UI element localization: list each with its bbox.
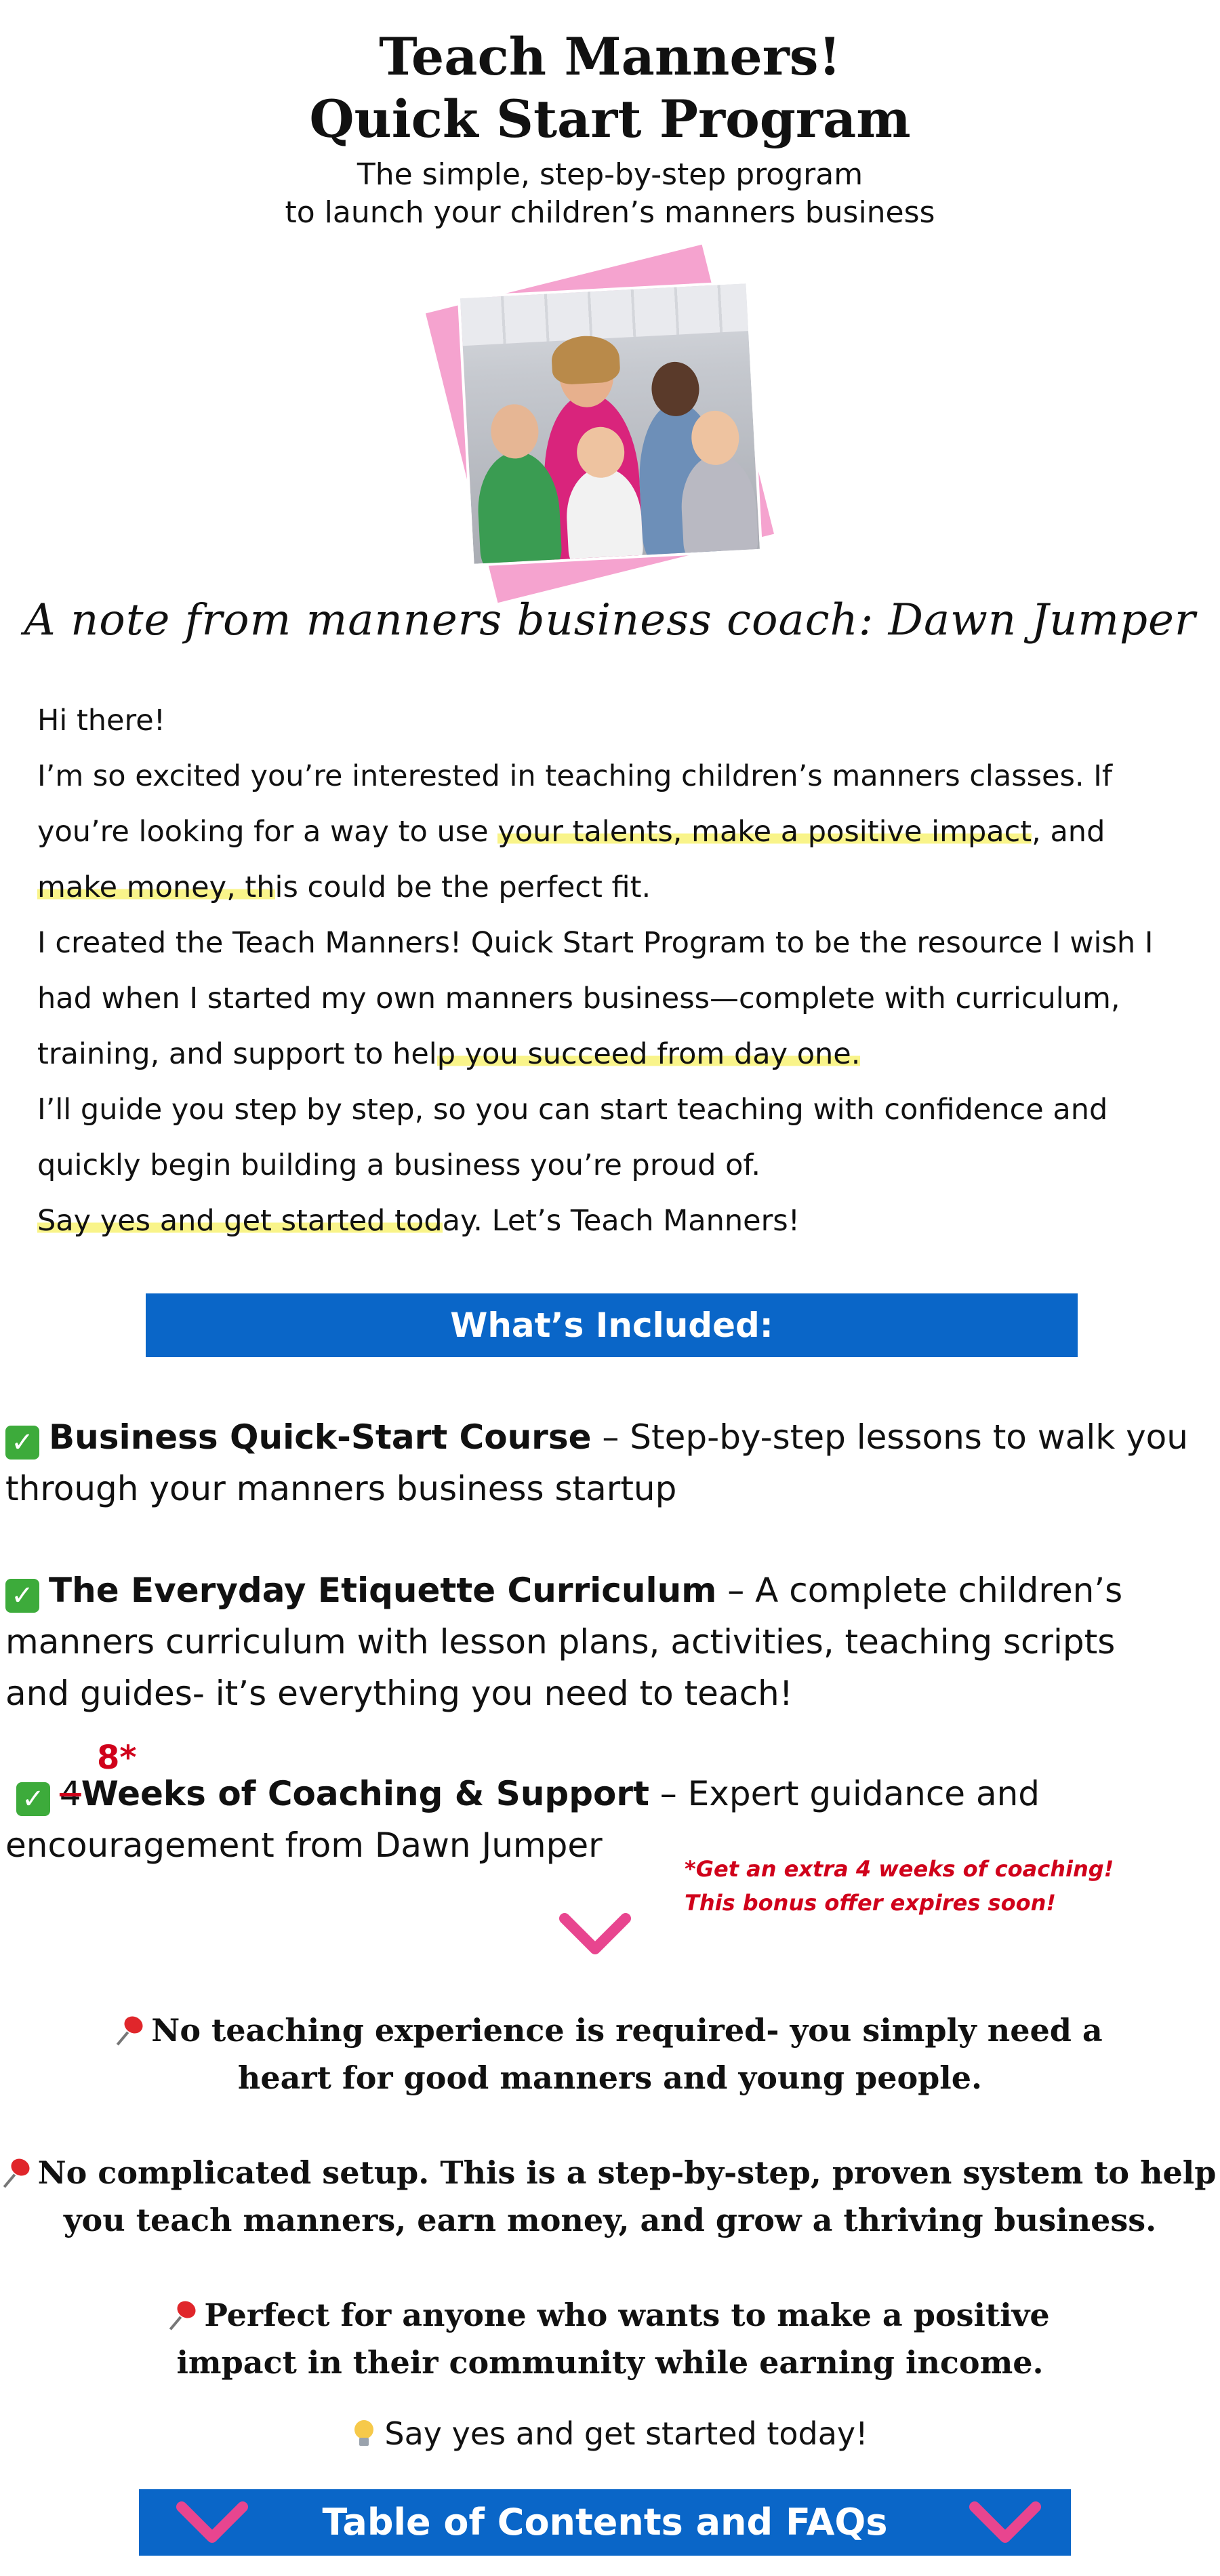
pushpin-icon [117, 2017, 144, 2044]
included-item-course: ✓ Business Quick-Start Course – Step-by-step lessons to walk you through your manners business startup [5, 1417, 1188, 1508]
chevron-down-icon [968, 2500, 1042, 2548]
pushpin-icon [4, 2159, 31, 2186]
upgraded-weeks-count: 8* [97, 1739, 137, 1777]
highlighted-text: p you succeed from day one. [436, 1037, 861, 1071]
letter-line: make money, this could be the perfect fit. [37, 870, 651, 904]
chevron-down-icon [175, 2500, 249, 2548]
coach-photo-frame [430, 247, 796, 613]
checkmark-icon: ✓ [16, 1782, 50, 1816]
highlighted-text: your talents, make a positive impact [497, 815, 1032, 849]
point-no-experience: No teaching experience is required- you simply need a heart for good manners and young people. [0, 2007, 1220, 2101]
highlighted-text: make money, th [37, 870, 275, 904]
highlighted-text: Say yes and get started tod [37, 1204, 443, 1238]
title-line-2: Quick Start Program [309, 89, 911, 149]
subtitle-line-1: The simple, step-by-step program [357, 157, 863, 192]
checkmark-icon: ✓ [5, 1426, 39, 1460]
chevron-down-icon [558, 1912, 632, 1959]
subtitle-line-2: to launch your children’s manners business [285, 195, 935, 230]
whats-included-banner: What’s Included: [146, 1293, 1078, 1357]
included-item-curriculum: ✓ The Everyday Etiquette Curriculum – A complete children’s manners curriculum with lesson plans, activities, teaching scripts and guides- it’s everything you need to teach! [5, 1571, 1123, 1713]
page-title [0, 26, 1220, 150]
letter-line: had when I started my own manners business—complete with curriculum, [37, 982, 1120, 1015]
coach-photo [458, 281, 762, 567]
included-item-coaching: ✓ 4Weeks of Coaching & Support – Expert guidance and encouragement from Dawn Jumper [5, 1774, 1040, 1865]
point-no-setup: No complicated setup. This is a step-by-step, proven system to help you teach manners, earn money, and grow a thriving business. [0, 2149, 1220, 2244]
note-heading: A note from manners business coach: Dawn Jumper [24, 595, 1196, 645]
point-perfect-for-anyone: Perfect for anyone who wants to make a positive impact in their community while earning income. [0, 2291, 1220, 2386]
coach-letter [37, 693, 1203, 1249]
letter-line: I’m so excited you’re interested in teaching children’s manners classes. If [37, 759, 1113, 793]
letter-line: you’re looking for a way to use your talents, make a positive impact, and [37, 815, 1105, 849]
old-weeks-count: 4 [59, 1774, 81, 1813]
letter-line: training, and support to help you succeed from day one. [37, 1037, 861, 1071]
letter-line: Say yes and get started today. Let’s Teach Manners! [37, 1204, 800, 1238]
call-to-action: Say yes and get started today! [0, 2410, 1220, 2457]
letter-line: Hi there! [37, 704, 165, 738]
lightbulb-icon [352, 2420, 375, 2447]
page-subtitle [0, 156, 1220, 232]
letter-line: quickly begin building a business you’re proud of. [37, 1148, 761, 1182]
bonus-offer-note: *Get an extra 4 weeks of coaching! This bonus offer expires soon! [685, 1856, 1114, 1916]
checkmark-icon: ✓ [5, 1579, 39, 1613]
letter-line: I’ll guide you step by step, so you can start teaching with confidence and [37, 1093, 1108, 1127]
toc-faq-banner[interactable]: Table of Contents and FAQs [139, 2489, 1071, 2556]
title-line-1: Teach Manners! [379, 26, 841, 87]
pushpin-icon [170, 2301, 197, 2329]
letter-line: I created the Teach Manners! Quick Start Program to be the resource I wish I [37, 926, 1154, 960]
